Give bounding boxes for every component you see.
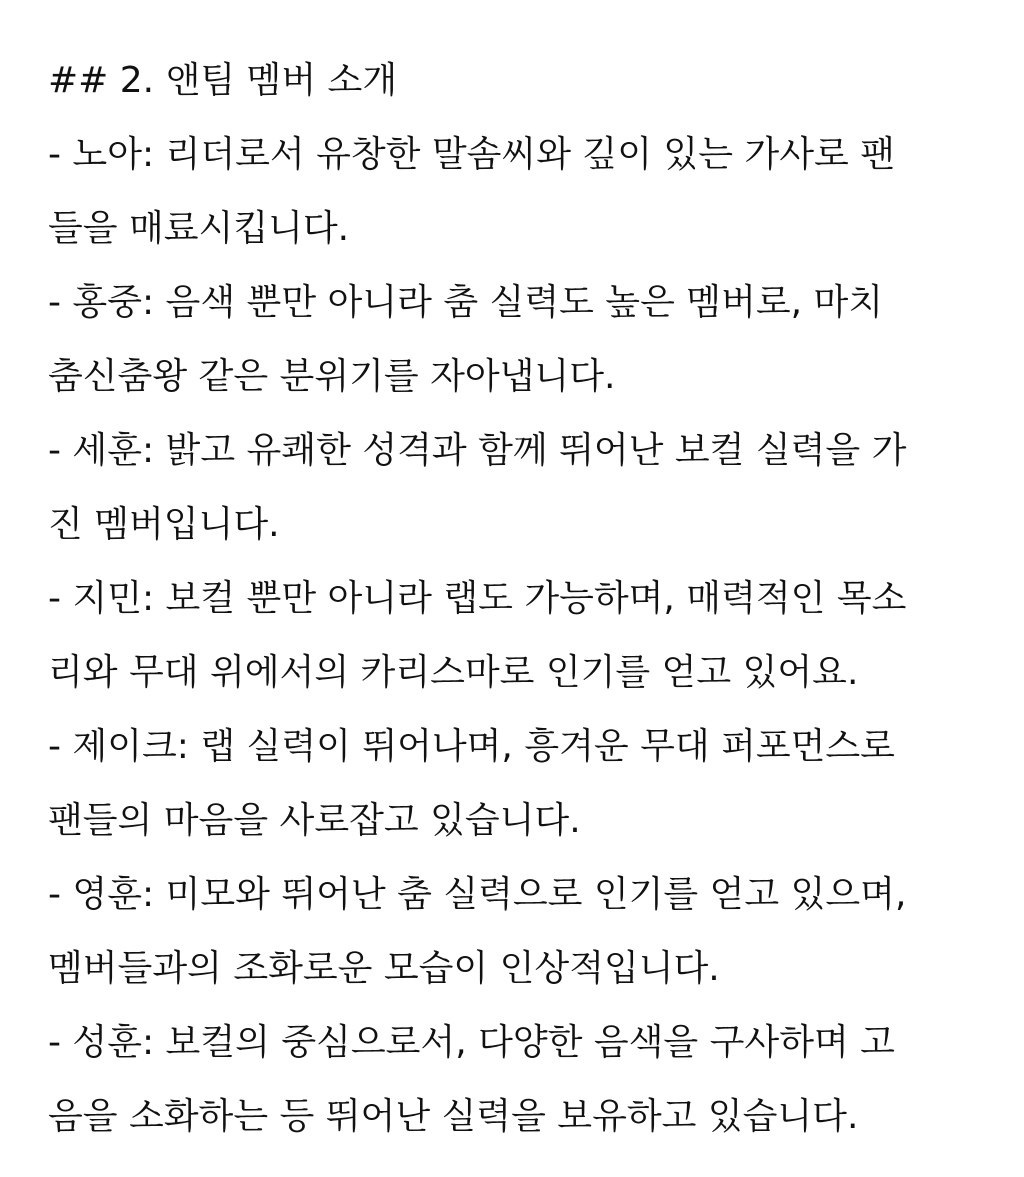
text-line: - 홍중: 음색 뿐만 아니라 춤 실력도 높은 멤버로, 마치 — [48, 282, 884, 323]
text-line: - 제이크: 랩 실력이 뛰어나며, 흥겨운 무대 퍼포먼스로 — [48, 726, 895, 767]
text-line: - 성훈: 보컬의 중심으로서, 다양한 음색을 구사하며 고 — [48, 1022, 895, 1063]
text-line: 팬들의 마음을 사로잡고 있습니다. — [48, 800, 581, 841]
text-line: 춤신춤왕 같은 분위기를 자아냅니다. — [48, 356, 616, 397]
text-line: - 노아: 리더로서 유창한 말솜씨와 깊이 있는 가사로 팬 — [48, 134, 895, 175]
text-line: 멤버들과의 조화로운 모습이 인상적입니다. — [48, 948, 720, 989]
document-body — [48, 44, 998, 1154]
text-line: 음을 소화하는 등 뛰어난 실력을 보유하고 있습니다. — [48, 1096, 859, 1137]
text-line: 들을 매료시킵니다. — [48, 208, 350, 249]
text-line: 진 멤버입니다. — [48, 504, 280, 545]
text-line: - 영훈: 미모와 뛰어난 춤 실력으로 인기를 얻고 있으며, — [48, 874, 907, 915]
text-line: - 지민: 보컬 뿐만 아니라 랩도 가능하며, 매력적인 목소 — [48, 578, 907, 619]
text-line: - 세훈: 밝고 유쾌한 성격과 함께 뛰어난 보컬 실력을 가 — [48, 430, 907, 471]
section-heading: ## 2. 앤팀 멤버 소개 — [48, 60, 398, 101]
text-line: 리와 무대 위에서의 카리스마로 인기를 얻고 있어요. — [48, 652, 859, 693]
